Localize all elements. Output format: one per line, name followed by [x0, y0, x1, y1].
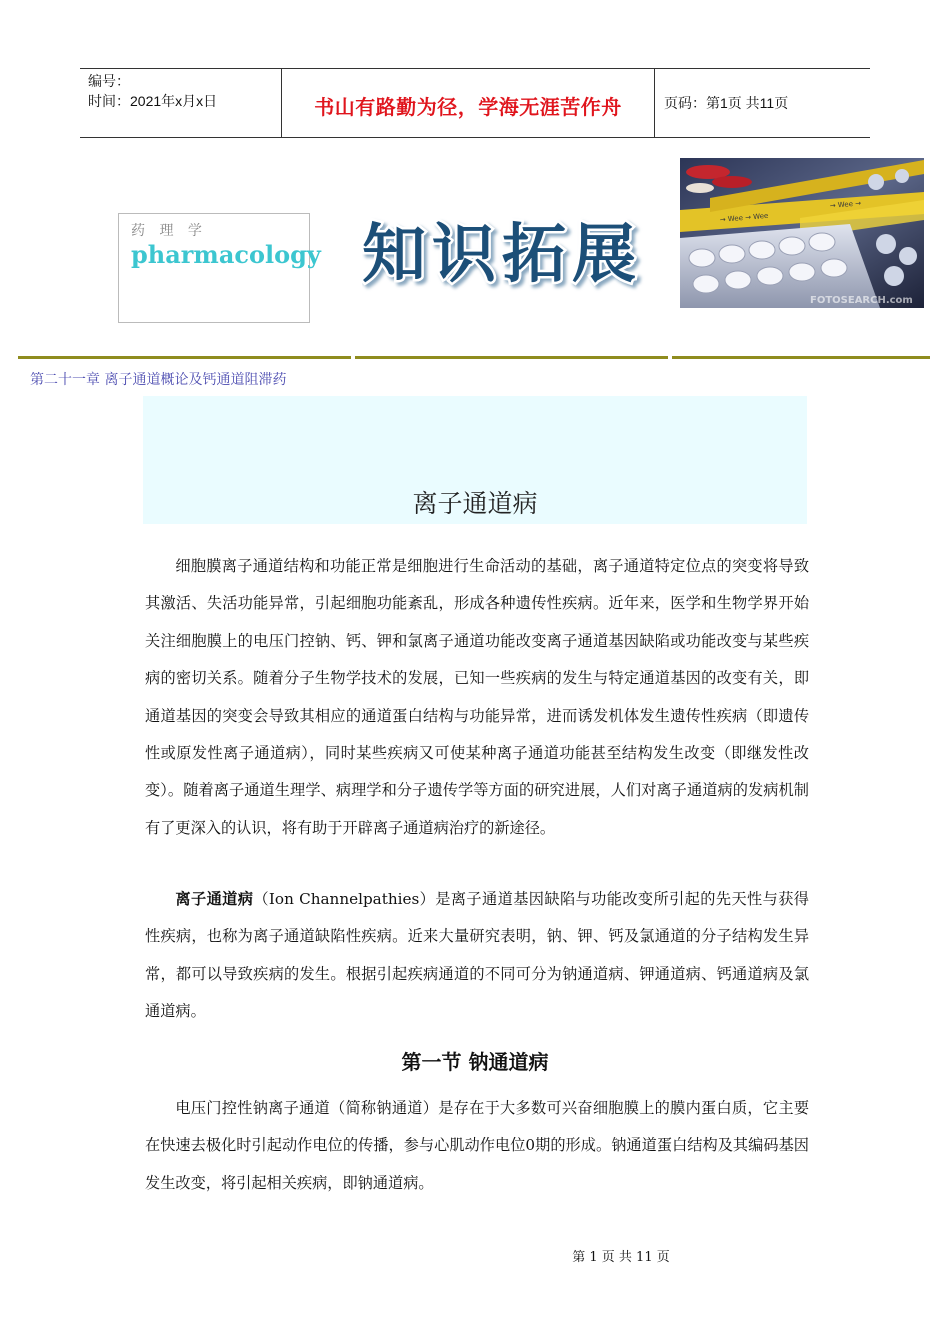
separator-line: [18, 356, 351, 359]
paragraph-definition: [145, 881, 809, 1031]
svg-text:→ Wee → Wee: → Wee → Wee: [719, 211, 769, 224]
paragraph-sodium: 电压门控性钠离子通道（简称钠通道）是存在于大多数可兴奋细胞膜上的膜内蛋白质，它主要在快速去极化时引起动作电位的传播，参与心肌动作电位0期的形成。钠通道蛋白结构及其编码基因发生改变，将引起相关疾病，即钠通道病。: [145, 1099, 809, 1192]
title-box: [143, 396, 807, 524]
header-page-number: 页码：第1页 共11页: [664, 95, 789, 111]
subject-chinese: 药 理 学: [131, 223, 207, 239]
section-heading: 第一节 钠通道病: [401, 1050, 549, 1074]
banner-title-text: 知识拓展: [362, 218, 642, 292]
separator-line: [672, 356, 930, 359]
page-header: [80, 68, 870, 138]
photo-watermark: FOTOSEARCH.com: [810, 295, 913, 306]
svg-text:→ Wee →: → Wee →: [829, 199, 862, 210]
date-text: 时间：2021年x月x日: [88, 93, 218, 109]
header-motto: 书山有路勤为径，学海无涯苦作舟: [314, 95, 622, 119]
page-title: 离子通道病: [412, 489, 538, 518]
number-label: 编号：: [88, 73, 130, 89]
page-footer: 第 1 页 共 11 页: [572, 1250, 670, 1265]
subject-box: [118, 213, 321, 323]
term-bold: 离子通道病: [175, 890, 254, 908]
banner-title-art: [362, 212, 662, 294]
chapter-heading: 第二十一章 离子通道概论及钙通道阻滞药: [30, 372, 287, 388]
subject-english: pharmacology: [131, 240, 321, 269]
header-info: [88, 71, 283, 111]
separator-line: [355, 356, 668, 359]
medicine-photo: [680, 158, 924, 308]
header-divider: [654, 69, 655, 137]
definition-text: （Ion Channelpathies）是离子通道基因缺陷与功能改变所引起的先天性与获得性疾病，也称为离子通道缺陷性疾病。近来大量研究表明，钠、钾、钙及氯通道的分子结构发生异常，都可以导致疾病的发生。根据引起疾病通道的不同可分为钠通道病、钾通道病、钙通道病及氯通道病。: [145, 890, 809, 1021]
paragraph-intro: 细胞膜离子通道结构和功能正常是细胞进行生命活动的基础，离子通道特定位点的突变将导致其激活、失活功能异常，引起细胞功能紊乱，形成各种遗传性疾病。近年来，医学和生物学界开始关注细胞膜上的电压门控钠、钙、钾和氯离子通道功能改变离子通道基因缺陷或功能改变与某些疾病的密切关系。随着分子生物学技术的发展，已知一些疾病的发生与特定通道基因的改变有关，即通道基因的突变会导致其相应的通道蛋白结构与功能异常，进而诱发机体发生遗传性疾病（即遗传性或原发性离子通道病），同时某些疾病又可使某种离子通道功能甚至结构发生改变（即继发性改变）。随着离子通道生理学、病理学和分子遗传学等方面的研究进展，人们对离子通道病的发病机制有了更深入的认识，将有助于开辟离子通道病治疗的新途径。: [145, 557, 809, 837]
